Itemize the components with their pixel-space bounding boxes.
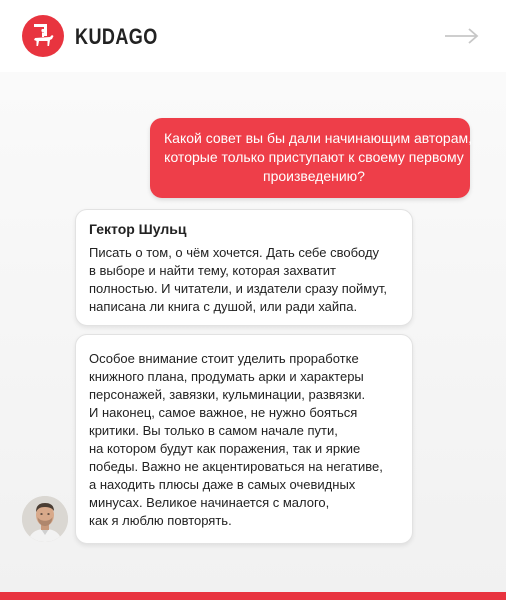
answer-text xyxy=(89,244,405,316)
answer-line: победы. Важно не акцентироваться на негативе, xyxy=(89,459,383,474)
footer-accent-bar xyxy=(0,592,506,600)
answer-line: Писать о том, о чём хочется. Дать себе свободу xyxy=(89,245,380,260)
answer-line: в выборе и найти тему, которая захватит xyxy=(89,263,336,278)
question-line: произведению? xyxy=(263,168,365,184)
answer-text xyxy=(89,350,405,530)
answer-bubble-1 xyxy=(75,209,413,326)
kudago-rider-logo-icon[interactable] xyxy=(22,15,64,57)
answer-line: И наконец, самое важное, не нужно бояться xyxy=(89,405,358,420)
question-line: которые только приступают к своему первому xyxy=(164,149,464,165)
answer-line: написана ли книга с душой, или ради хайпа. xyxy=(89,299,358,314)
answer-line: полностью. И читатели, и издатели сразу поймут, xyxy=(89,281,387,296)
question-line: Какой совет вы бы дали начинающим авторам, xyxy=(164,130,472,146)
answer-line: как я люблю повторять. xyxy=(89,513,232,528)
answer-line: Особое внимание стоит уделить проработке xyxy=(89,351,359,366)
arrow-right-icon[interactable] xyxy=(444,26,480,46)
answer-line: а находить плюсы даже в самых очевидных xyxy=(89,477,356,492)
answer-line: книжного плана, продумать арки и характеры xyxy=(89,369,364,384)
answer-line: персонажей, завязки, кульминации, развязки. xyxy=(89,387,366,402)
answer-bubble-2 xyxy=(75,334,413,544)
answer-line: на котором будут как поражения, так и яркие xyxy=(89,441,361,456)
question-bubble xyxy=(150,118,470,198)
avatar xyxy=(22,496,68,542)
answer-line: минусах. Великое начинается с малого, xyxy=(89,495,330,510)
app-header xyxy=(0,0,506,73)
answer-line: критики. Вы только в самом начале пути, xyxy=(89,423,338,438)
question-text xyxy=(164,129,472,186)
answer-author: Гектор Шульц xyxy=(89,221,187,237)
brand-name[interactable]: KUDAGO xyxy=(75,24,158,49)
